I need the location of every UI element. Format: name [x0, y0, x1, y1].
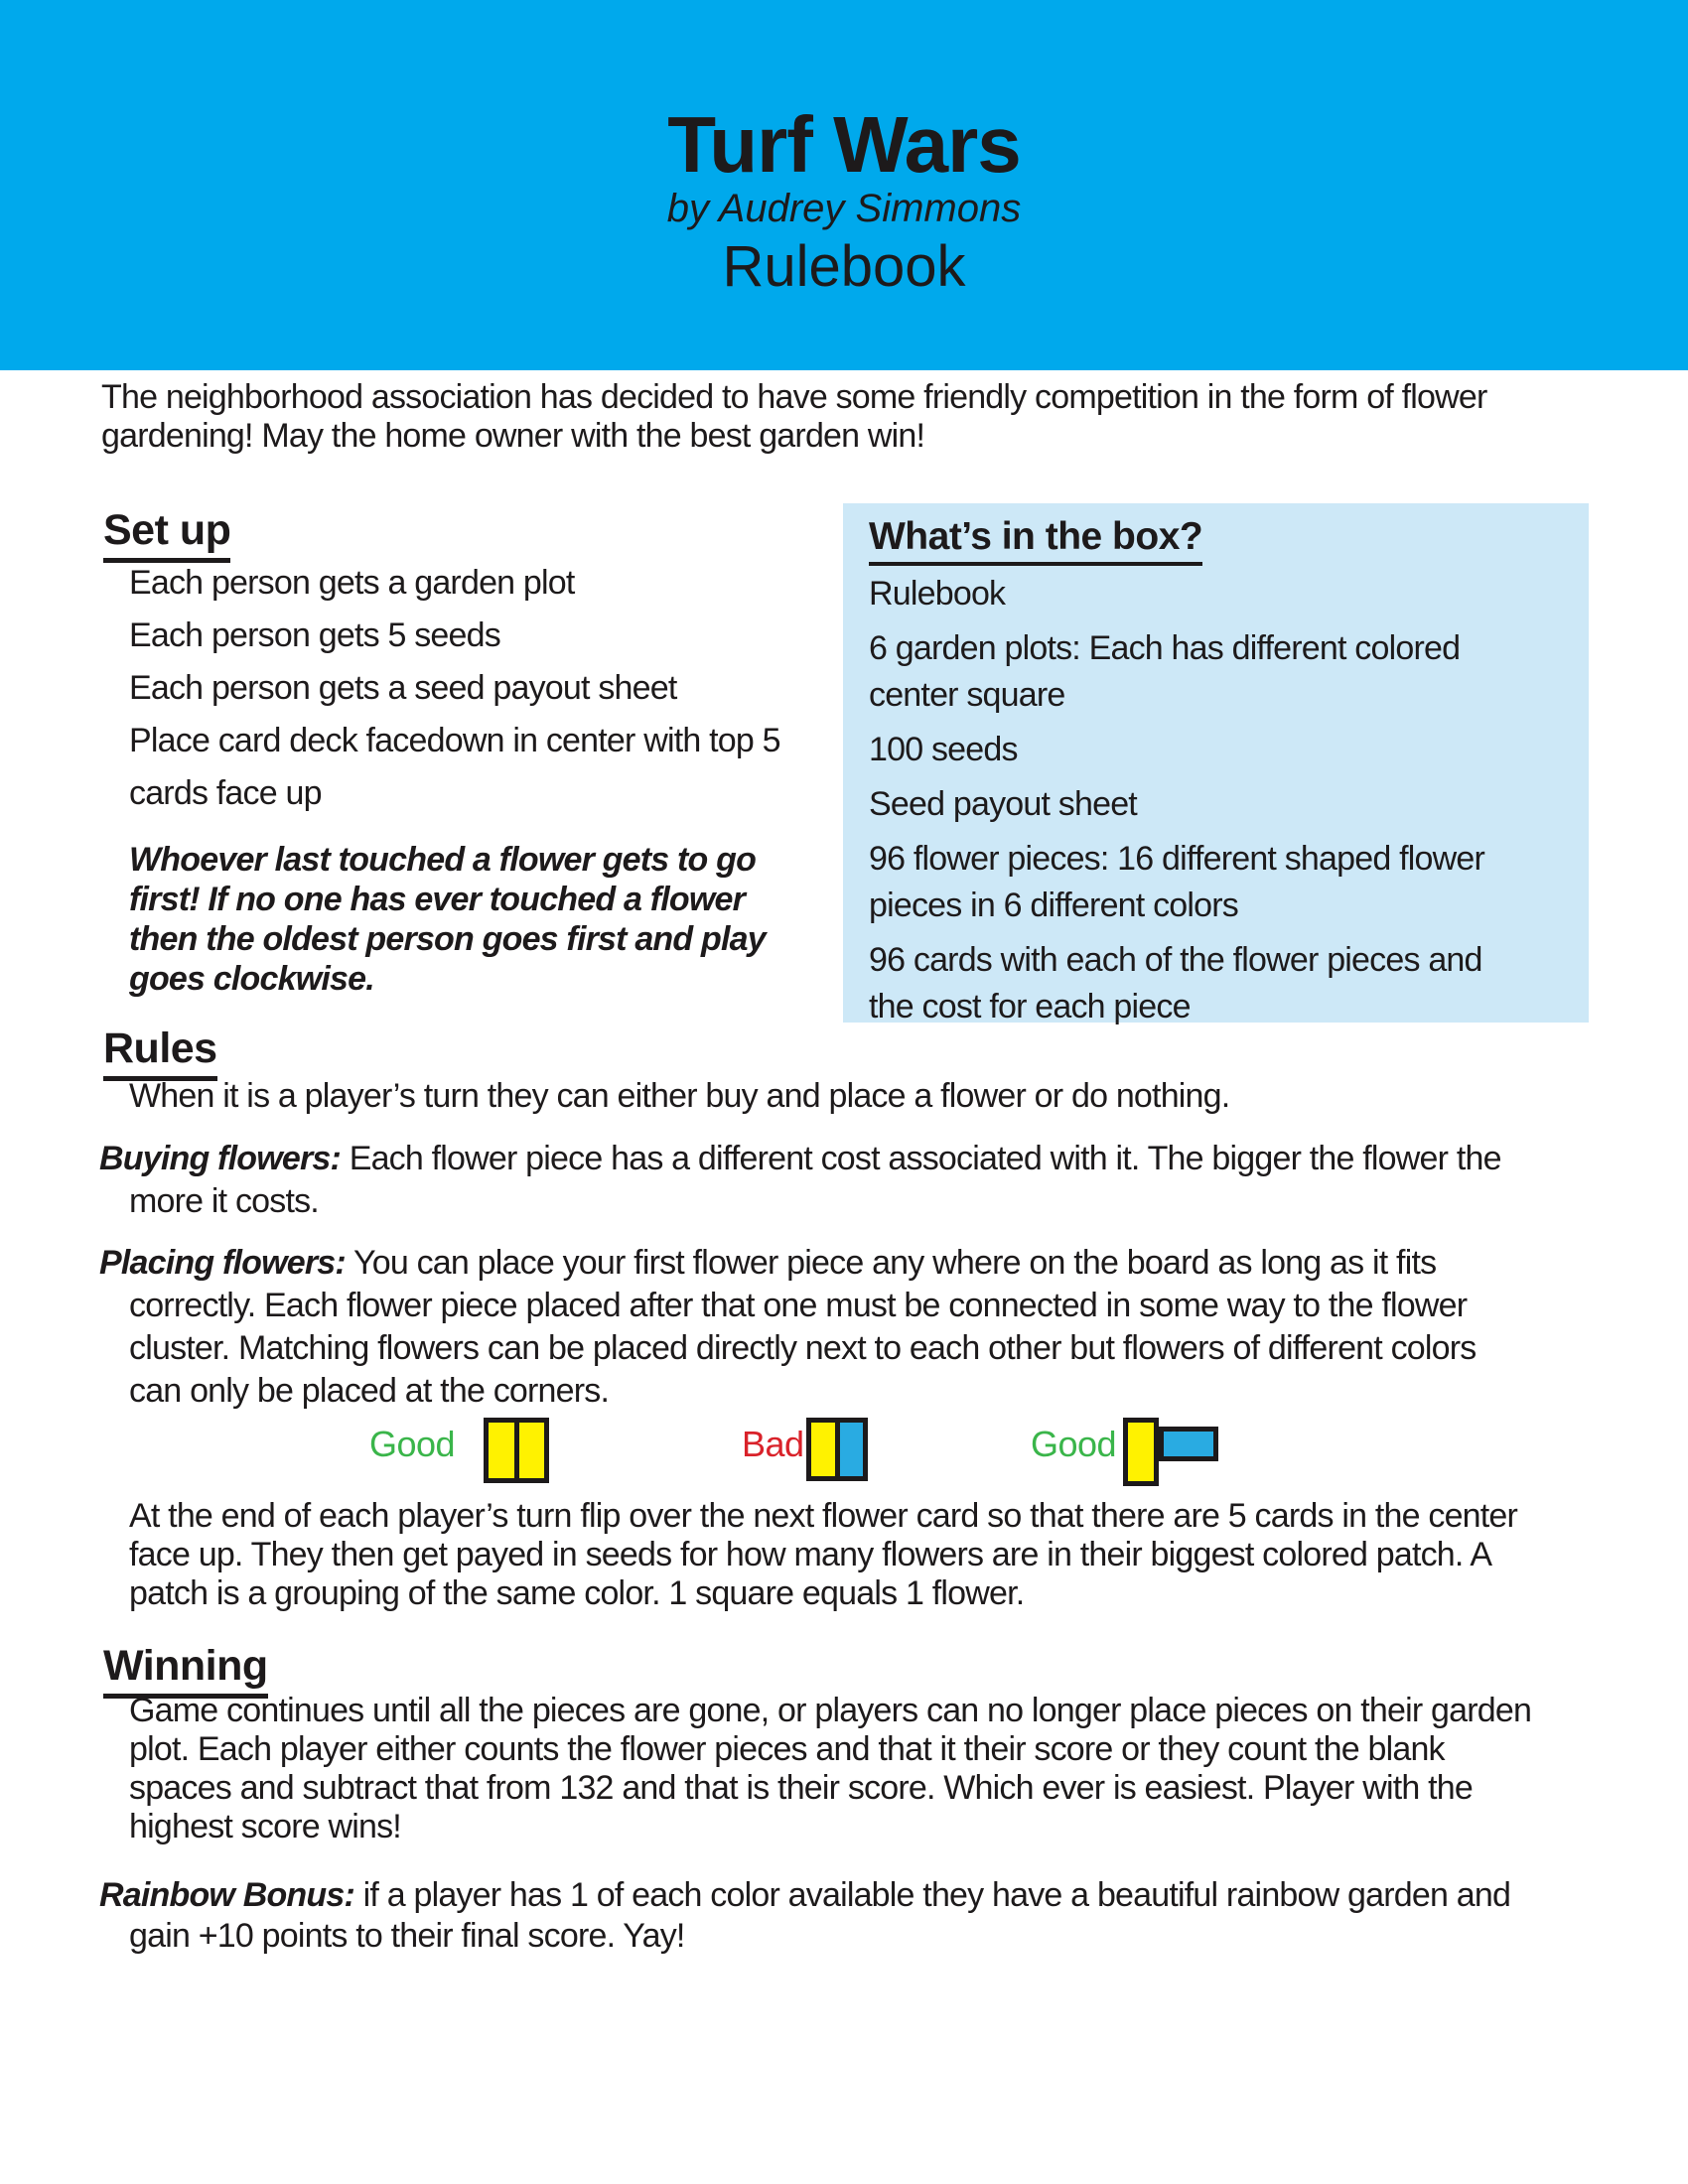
game-title: Turf Wars: [667, 100, 1021, 189]
intro-line: The neighborhood association has decided to have some friendly competition in the form of flower: [101, 378, 1487, 416]
box-content-line: Seed payout sheet: [869, 785, 1137, 823]
placing-flowers-paragraph: [99, 1242, 1476, 1413]
box-contents-heading: What’s in the box?: [869, 515, 1202, 566]
blue-horizontal-piece: [1159, 1427, 1218, 1461]
paragraph-line: correctly. Each flower piece placed after that one must be connected in some way to the flower: [129, 1287, 1468, 1324]
bad-example-label: Bad: [742, 1424, 804, 1464]
yellow-square: [811, 1423, 835, 1476]
box-content-line: center square: [869, 676, 1065, 714]
intro-line: gardening! May the home owner with the best garden win!: [101, 417, 925, 455]
example-different-color-edge: [806, 1418, 868, 1481]
box-content-line: 96 flower pieces: 16 different shaped flower: [869, 840, 1485, 878]
yellow-vertical-piece: [1123, 1418, 1159, 1486]
box-contents-list: [869, 571, 1484, 1030]
rules-heading: Rules: [103, 1024, 217, 1081]
box-content-line: 96 cards with each of the flower pieces and: [869, 941, 1482, 979]
note-line: first! If no one has ever touched a flower: [129, 881, 746, 918]
byline: by Audrey Simmons: [666, 187, 1022, 230]
intro-paragraph: [101, 378, 1487, 456]
paragraph-line: Rainbow Bonus: if a player has 1 of each color available they have a beautiful rainbow garden and: [99, 1876, 1511, 1914]
header-banner: [0, 0, 1688, 370]
paragraph-line: highest score wins!: [129, 1808, 401, 1845]
rulebook-subtitle: Rulebook: [722, 234, 966, 299]
box-content-line: 100 seeds: [869, 731, 1018, 768]
good-example-label: Good: [1031, 1424, 1117, 1464]
paragraph-line: Placing flowers: You can place your first flower piece any where on the board as long as it fits: [99, 1244, 1437, 1282]
paragraph-line: cluster. Matching flowers can be placed directly next to each other but flowers of different colors: [129, 1329, 1477, 1367]
example-same-color-pieces: [484, 1418, 549, 1483]
setup-item: Place card deck facedown in center with top 5: [129, 722, 780, 759]
paragraph-line: more it costs.: [129, 1182, 319, 1220]
rules-intro-line: When it is a player’s turn they can either buy and place a flower or do nothing.: [129, 1077, 1230, 1115]
box-content-line: 6 garden plots: Each has different colored: [869, 629, 1461, 667]
paragraph-line: patch is a grouping of the same color. 1 square equals 1 flower.: [129, 1574, 1025, 1612]
note-line: goes clockwise.: [129, 960, 374, 998]
whats-in-the-box-panel: [843, 503, 1589, 1023]
setup-item: cards face up: [129, 774, 322, 812]
box-content-line: Rulebook: [869, 575, 1006, 613]
note-line: Whoever last touched a flower gets to go: [129, 841, 757, 879]
paragraph-line: gain +10 points to their final score. Yay!: [129, 1917, 685, 1955]
paragraph-line: Buying flowers: Each flower piece has a different cost associated with it. The bigger the flower the: [99, 1140, 1501, 1177]
setup-list: [129, 557, 780, 820]
setup-item: Each person gets 5 seeds: [129, 616, 500, 654]
rainbow-bonus-paragraph: [99, 1875, 1510, 1957]
first-player-note: [129, 840, 766, 999]
blue-square: [840, 1423, 864, 1476]
rainbow-bonus-label: Rainbow Bonus:: [99, 1876, 354, 1914]
buying-flowers-paragraph: [99, 1138, 1501, 1223]
winning-paragraph: [129, 1692, 1531, 1846]
yellow-square: [519, 1423, 545, 1478]
winning-heading: Winning: [103, 1642, 268, 1699]
payout-paragraph: [129, 1497, 1517, 1613]
paragraph-line: spaces and subtract that from 132 and that is their score. Which ever is easiest. Player with the: [129, 1769, 1473, 1807]
note-line: then the oldest person goes first and play: [129, 920, 766, 958]
buying-flowers-label: Buying flowers:: [99, 1140, 342, 1177]
setup-item: Each person gets a garden plot: [129, 564, 575, 602]
paragraph-line: plot. Each player either counts the flower pieces and that it their score or they count the blank: [129, 1730, 1445, 1768]
box-content-line: the cost for each piece: [869, 988, 1191, 1025]
yellow-square: [489, 1423, 514, 1478]
box-content-line: pieces in 6 different colors: [869, 887, 1238, 924]
good-example-label: Good: [369, 1424, 456, 1464]
setup-heading: Set up: [103, 506, 230, 563]
placing-flowers-label: Placing flowers:: [99, 1244, 346, 1282]
setup-item: Each person gets a seed payout sheet: [129, 669, 677, 707]
paragraph-line: Game continues until all the pieces are gone, or players can no longer place pieces on their garden: [129, 1692, 1532, 1729]
paragraph-line: can only be placed at the corners.: [129, 1372, 610, 1410]
paragraph-line: At the end of each player’s turn flip over the next flower card so that there are 5 cards in the center: [129, 1497, 1518, 1535]
paragraph-line: face up. They then get payed in seeds for how many flowers are in their biggest colored patch. A: [129, 1536, 1492, 1573]
